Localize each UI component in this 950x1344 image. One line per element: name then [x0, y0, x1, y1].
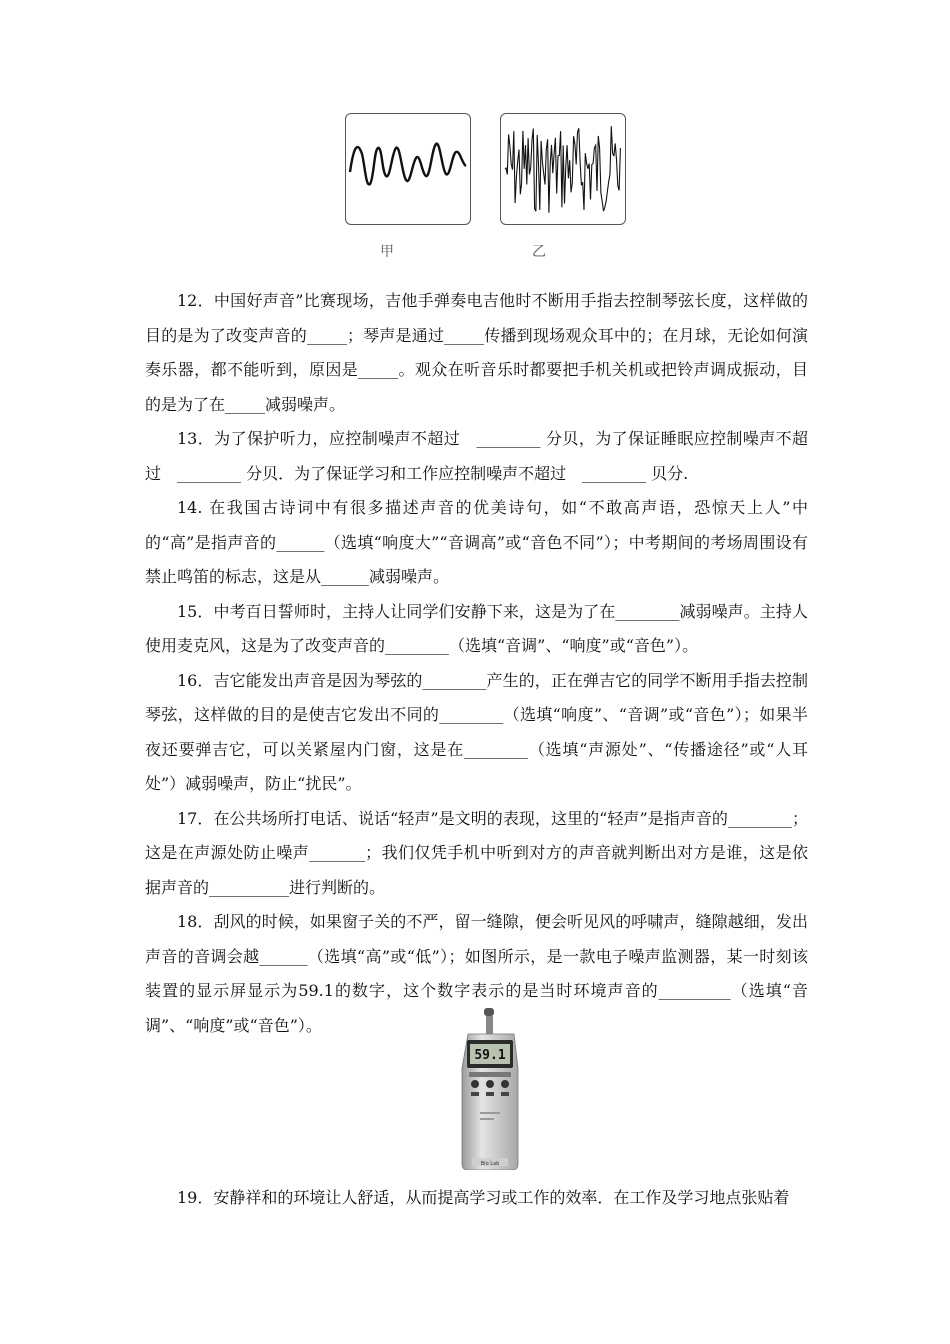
question-17: 17．在公共场所打电话、说话“轻声”是文明的表现，这里的“轻声”是指声音的________；这是在声源处防止噪声_______；我们仅凭手机中听到对方的声音就判断出对方是谁，这是依据声音的__________进行判断的。	[145, 808, 808, 897]
meter-brand-label: Bio Lab	[480, 1161, 500, 1167]
waveform-yi-graph	[501, 114, 625, 224]
noise-meter-image	[458, 1008, 524, 1170]
waveform-jia-screen	[345, 113, 471, 225]
waveform-jia-graph	[346, 114, 470, 224]
question-18: 18．刮风的时候，如果窗子关的不严，留一缝隙，便会听见风的呼啸声，缝隙越细，发出声音的音调会越______（选填“高”或“低”）；如图所示，是一款电子噪声监测器，某一时刻该装置的显示屏显示为59.1的数字，这个数字表示的是当时环境声音的_________（选填“音调”、“响度”或“音色”）。	[145, 912, 808, 1035]
question-15: 15．中考百日誓师时，主持人让同学们安静下来，这是为了在________减弱噪声。主持人使用麦克风，这是为了改变声音的________（选填“音调”、“响度”或“音色”）。	[145, 601, 808, 655]
waveform-figure	[345, 113, 607, 263]
question-19-block	[145, 1181, 808, 1216]
question-12: 12．中国好声音”比赛现场，吉他手弹奏电吉他时不断用手指去控制琴弦长度，这样做的目的是为了改变声音的_____；琴声是通过_____传播到现场观众耳中的；在月球，无论如何演奏乐器，都不能听到，原因是_____。观众在听音乐时都要把手机关机或把铃声调成振动，目的是为了在_____减弱噪声。	[145, 291, 808, 414]
question-list	[145, 284, 808, 1043]
meter-button	[501, 1080, 509, 1088]
waveform-jia-label: 甲	[380, 244, 394, 260]
question-16: 16．吉它能发出声音是因为琴弦的________产生的，正在弹吉它的同学不断用手指去控制琴弦，这样做的目的是使吉它发出不同的________（选填“响度”、“音调”或“音色”）；如果半夜还要弹吉它，可以关紧屋内门窗，这是在________（选填“声源处”、“传播途径”或“人耳处”）减弱噪声，防止“扰民”。	[145, 670, 808, 793]
meter-button	[486, 1080, 494, 1088]
question-14: 14. 在我国古诗词中有很多描述声音的优美诗句，如“不敢高声语，恐惊天上人”中的“高”是指声音的______（选填“响度大”“音调高”或“音色不同”）；中考期间的考场周围设有禁止鸣笛的标志，这是从______减弱噪声。	[145, 498, 808, 586]
meter-microphone	[484, 1008, 494, 1016]
waveform-yi-label: 乙	[532, 244, 546, 260]
question-13: 13．为了保护听力，应控制噪声不超过 ________ 分贝，为了保证睡眠应控制噪声不超过 ________ 分贝．为了保证学习和工作应控制噪声不超过 ________ 贝分.	[145, 429, 808, 483]
meter-display-value: 59.1	[474, 1048, 506, 1063]
waveform-yi-screen	[500, 113, 626, 225]
question-19: 19．安静祥和的环境让人舒适，从而提高学习或工作的效率．在工作及学习地点张贴着	[177, 1188, 790, 1207]
meter-button	[471, 1080, 479, 1088]
